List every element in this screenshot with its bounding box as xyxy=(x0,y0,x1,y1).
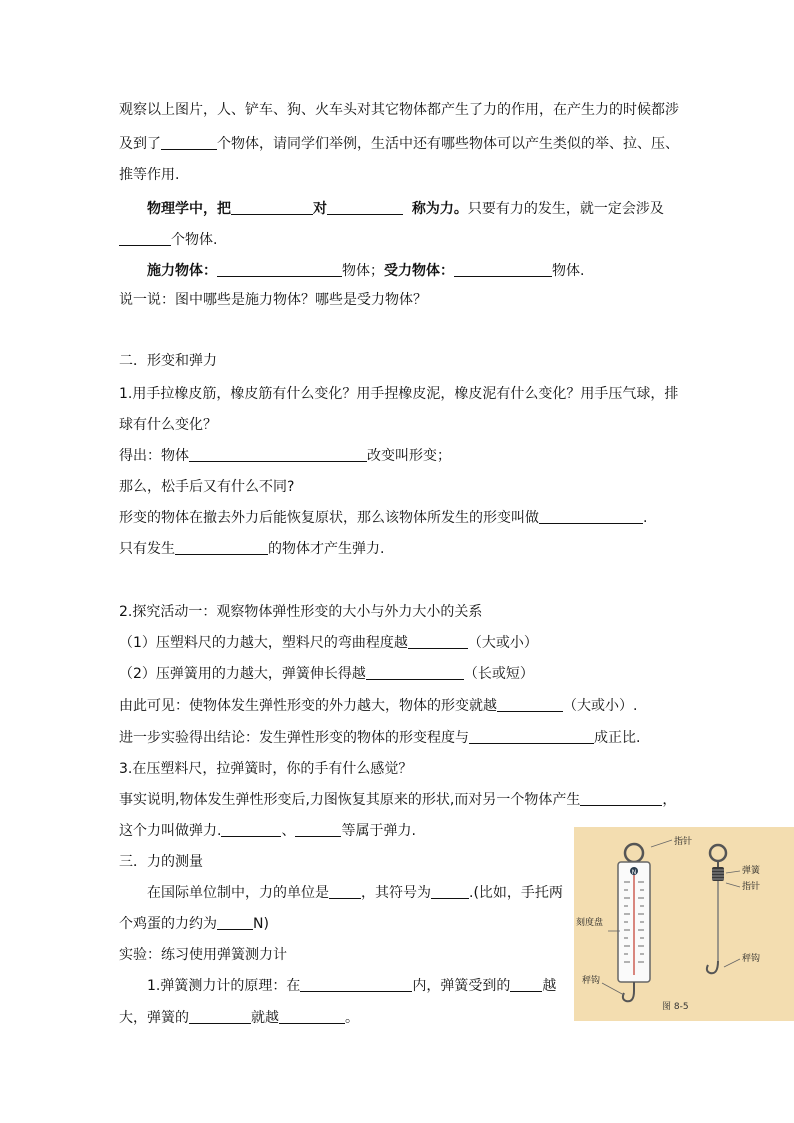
label-pointer-right: 指针 xyxy=(742,882,761,892)
s2b-thus xyxy=(119,697,637,715)
intro-line-2 xyxy=(119,135,679,153)
label-spring: 弹簧 xyxy=(742,866,761,876)
label-hook-left: 秤钩 xyxy=(582,976,601,986)
text: 、 xyxy=(281,823,296,839)
blank[interactable] xyxy=(295,822,341,837)
section-3-title xyxy=(119,853,203,871)
blank[interactable] xyxy=(161,135,217,150)
s3-unit xyxy=(147,884,563,902)
text: 对 xyxy=(313,201,327,217)
text: 。 xyxy=(345,1010,359,1026)
text: 称为力。 xyxy=(411,201,468,217)
text: （大或小） xyxy=(467,635,538,651)
text: 2.探究活动一：观察物体弹性形变的大小与外力大小的关系 xyxy=(119,604,483,620)
text: 观察以上图片，人、铲车、狗、火车头对其它物体都产生了力的作用，在产生力的时候都涉 xyxy=(119,102,679,118)
s2b-activity xyxy=(119,603,482,621)
s3-egg xyxy=(119,915,269,933)
blank[interactable] xyxy=(497,697,563,712)
text: 三．力的测量 xyxy=(119,854,203,870)
s2-q1-line-1 xyxy=(119,385,678,403)
text: ，其符号为 xyxy=(361,885,431,901)
blank[interactable] xyxy=(366,665,464,680)
s2-elastic xyxy=(119,509,647,527)
text: 二．形变和弹力 xyxy=(119,353,217,369)
s2-conclude xyxy=(119,447,451,465)
s2b-item-1 xyxy=(119,634,538,652)
definition-line-2 xyxy=(119,231,217,249)
text: 就越 xyxy=(251,1010,279,1026)
blank[interactable] xyxy=(175,540,268,555)
label-hook-right: 秤钩 xyxy=(742,954,761,964)
text: 形变的物体在撤去外力后能恢复原状，那么该物体所发生的形变叫做 xyxy=(119,510,539,526)
blank[interactable] xyxy=(469,729,594,744)
blank[interactable] xyxy=(279,1009,345,1024)
text: 只有发生 xyxy=(119,541,175,557)
text: 物体； xyxy=(342,263,384,279)
text: 在国际单位制中，力的单位是 xyxy=(147,885,329,901)
s2-only xyxy=(119,540,384,558)
label: 受力物体： xyxy=(384,263,454,279)
label: 施力物体： xyxy=(147,263,217,279)
text: 成正比. xyxy=(594,730,641,746)
blank[interactable] xyxy=(221,822,281,837)
s2-q1-line-2 xyxy=(119,416,217,434)
roles-line xyxy=(147,262,584,280)
text: 及到了 xyxy=(119,136,161,152)
blank[interactable] xyxy=(327,200,403,215)
blank[interactable] xyxy=(580,791,662,806)
text: 得出：物体 xyxy=(119,448,189,464)
text: .(比如，手托两 xyxy=(469,885,563,901)
s2b-item-2 xyxy=(119,665,534,683)
text: 进一步实验得出结论：发生弹性形变的物体的形变程度与 xyxy=(119,730,469,746)
discuss-line xyxy=(119,291,427,309)
s2b-further xyxy=(119,729,640,747)
section-2-title xyxy=(119,352,217,370)
blank[interactable] xyxy=(231,200,313,215)
text: （大或小）. xyxy=(563,698,638,714)
blank[interactable] xyxy=(119,231,171,246)
text: 个物体，请同学们举例，生活中还有哪些物体可以产生类似的举、拉、压、 xyxy=(217,136,679,152)
intro-line-1 xyxy=(119,101,679,119)
text: 由此可见：使物体发生弹性形变的外力越大，物体的形变就越 xyxy=(119,698,497,714)
blank[interactable] xyxy=(408,634,468,649)
spring-scale-figure xyxy=(574,827,794,1021)
text: 的物体才产生弹力. xyxy=(268,541,385,557)
text: 大，弹簧的 xyxy=(119,1010,189,1026)
text: 3.在压塑料尺，拉弹簧时，你的手有什么感觉？ xyxy=(119,761,413,777)
text: 推等作用. xyxy=(119,167,180,183)
label-pointer-left: 指针 xyxy=(674,837,693,847)
s2b-called xyxy=(119,822,416,840)
s2b-q3 xyxy=(119,760,412,778)
text: N) xyxy=(253,916,269,932)
text: . xyxy=(643,510,648,526)
blank[interactable] xyxy=(329,884,361,899)
s2b-fact xyxy=(119,791,676,809)
text: （长或短） xyxy=(463,666,534,682)
blank[interactable] xyxy=(539,509,643,524)
text: 内，弹簧受到的 xyxy=(412,978,511,994)
blank[interactable] xyxy=(300,977,412,992)
text: （1）压塑料尺的力越大，塑料尺的弯曲程度越 xyxy=(119,635,408,651)
text: 实验：练习使用弹簧测力计 xyxy=(119,947,287,963)
blank[interactable] xyxy=(510,977,542,992)
blank[interactable] xyxy=(217,915,253,930)
text: ， xyxy=(662,792,677,808)
text: 改变叫形变； xyxy=(367,448,451,464)
definition-line xyxy=(147,200,664,218)
figure-background xyxy=(574,827,794,1021)
text: （2）压弹簧用的力越大，弹簧伸长得越 xyxy=(119,666,366,682)
blank[interactable] xyxy=(189,1009,251,1024)
text: 只要有力的发生，就一定会涉及 xyxy=(467,201,664,217)
text: 说一说：图中哪些是施力物体？哪些是受力物体？ xyxy=(119,292,427,308)
text: 1.弹簧测力计的原理：在 xyxy=(147,978,301,994)
text: 个物体. xyxy=(171,232,218,248)
text: 物理学中，把 xyxy=(147,201,231,217)
text: 事实说明,物体发生弹性形变后,力图恢复其原来的形状,而对另一个物体产生 xyxy=(119,792,581,808)
text: 物体. xyxy=(552,263,585,279)
intro-line-3 xyxy=(119,166,179,184)
text: 等属于弹力. xyxy=(341,823,416,839)
s3-principle-2 xyxy=(119,1009,359,1027)
text: 球有什么变化？ xyxy=(119,417,217,433)
blank[interactable] xyxy=(217,262,342,277)
figure-caption: 图 8-5 xyxy=(662,1002,689,1012)
s2-then xyxy=(119,478,294,496)
text: 这个力叫做弹力. xyxy=(119,823,222,839)
label-dial: 刻度盘 xyxy=(576,918,604,928)
blank[interactable] xyxy=(431,884,469,899)
blank[interactable] xyxy=(454,262,552,277)
text: 1.用手拉橡皮筋，橡皮筋有什么变化？用手捏橡皮泥，橡皮泥有什么变化？用手压气球，排 xyxy=(119,386,679,402)
text: 越 xyxy=(542,978,557,994)
blank[interactable] xyxy=(189,447,367,462)
n-mark: N xyxy=(631,869,637,876)
s3-experiment xyxy=(119,946,287,964)
s3-principle xyxy=(147,977,556,995)
text: 那么，松手后又有什么不同? xyxy=(119,479,295,495)
text: 个鸡蛋的力约为 xyxy=(119,916,217,932)
